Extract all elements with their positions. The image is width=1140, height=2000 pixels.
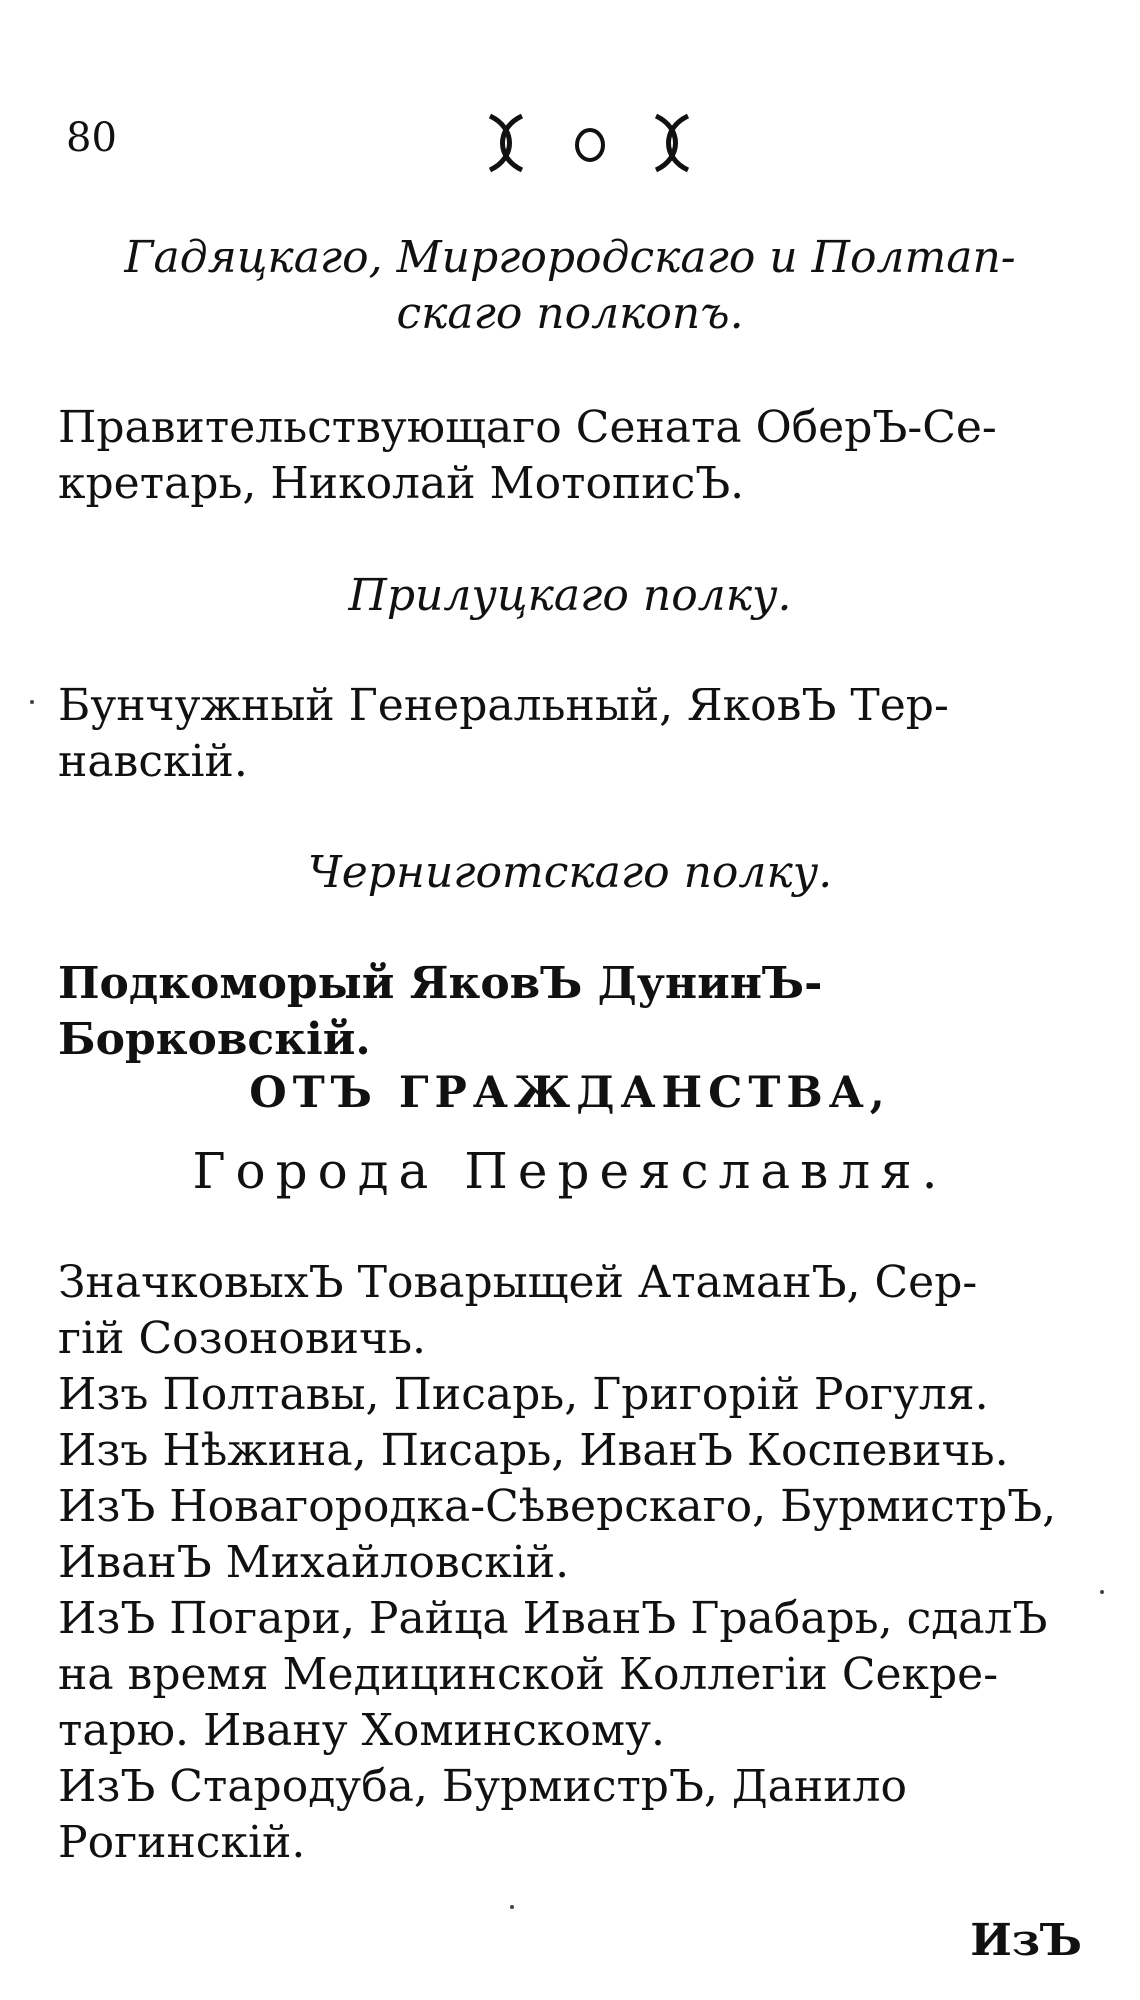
entry-line: гій Созоновичь.: [58, 1313, 427, 1364]
list-item: [58, 1479, 1082, 1591]
citizenship-heading: ОТЪ ГРАЖДАНСТВА,: [249, 1068, 891, 1118]
gadyatsk-heading: [58, 230, 1082, 342]
list-item: [58, 1367, 1082, 1423]
entry-line: ЗначковыхЪ Товарыщей АтаманЪ, Сер-: [58, 1257, 978, 1308]
gadyatsk-heading-line2: скаго полкопъ.: [396, 288, 744, 339]
chernigov-heading: Черниготскаго полку.: [307, 847, 833, 898]
gadyatsk-heading-line1: Гадяцкаго, Миргородскаго и Полтап-: [124, 232, 1016, 283]
chernigov-entry: Подкоморый ЯковЪ ДунинЪ-Борковскій.: [58, 958, 823, 1065]
entry-line: ИванЪ Михайловскій.: [58, 1537, 570, 1588]
list-item: [58, 1255, 1082, 1367]
city-subheading: Города Переяславля.: [192, 1142, 948, 1200]
gadyatsk-entry-line2: кретарь, Николай МотописЪ.: [58, 458, 745, 509]
priluki-heading: Прилуцкаго полку.: [348, 570, 792, 621]
entry-line: Рогинскій.: [58, 1817, 306, 1868]
paper-speck: [1100, 1590, 1104, 1594]
list-item: [58, 1759, 1082, 1871]
entry-line: Изъ Полтавы, Писарь, Григорій Рогуля.: [58, 1369, 989, 1420]
list-item: [58, 1423, 1082, 1479]
paper-speck: [510, 1905, 514, 1909]
priluki-entry: [58, 678, 1082, 790]
page-number: 80: [66, 115, 117, 161]
list-item: [58, 1591, 1082, 1759]
entry-line: Изъ Нѣжина, Писарь, ИванЪ Коспевичь.: [58, 1425, 1009, 1476]
entry-line: ИзЪ Стародуба, БурмистрЪ, Данило: [58, 1761, 907, 1812]
entry-line: на время Медицинской Коллегіи Секре-: [58, 1649, 999, 1700]
entry-line: ИзЪ Новагородка-Сѣверскаго, БурмистрЪ,: [58, 1481, 1057, 1532]
paper-speck: [30, 700, 34, 704]
priluki-entry-line2: навскій.: [58, 736, 248, 787]
entry-line: ИзЪ Погари, Райца ИванЪ Грабарь, сдалЪ: [58, 1593, 1048, 1644]
gadyatsk-entry-line1: Правительствующаго Сената ОберЪ-Се-: [58, 402, 997, 453]
gadyatsk-entry: [58, 400, 1082, 512]
header-ornament: [480, 108, 700, 178]
catchword: ИзЪ: [970, 1915, 1082, 1966]
citizens-list: [58, 1255, 1082, 1871]
priluki-entry-line1: Бунчужный Генеральный, ЯковЪ Тер-: [58, 680, 949, 731]
entry-line: тарю. Ивану Хоминскому.: [58, 1705, 666, 1756]
